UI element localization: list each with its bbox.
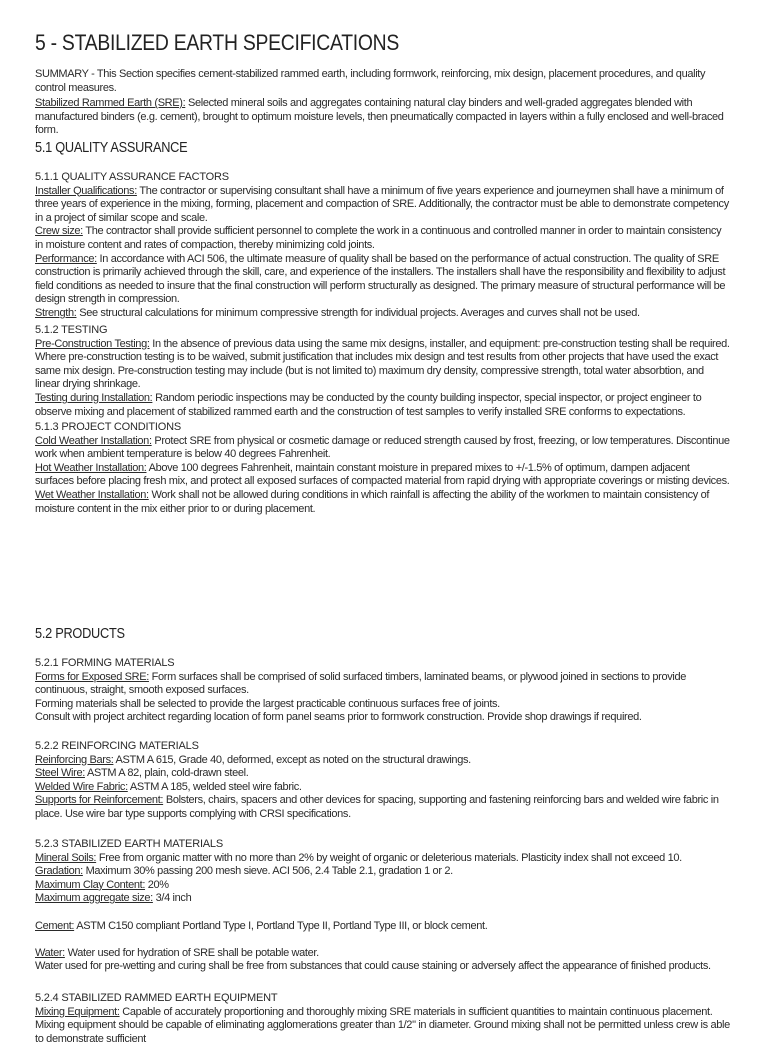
earth-material-text: 20% — [145, 878, 169, 891]
subsection-5-1-1 — [35, 171, 730, 321]
qa-item-text: In accordance with ACI 506, the ultimate measure of quality shall be based on the performance of actual construction. The quality of SRE construction is primarily achieved through the skill, care, and experience of the installers. The installers shall have the responsibility and flexibility to adjust field conditions as needed to insure that the final construction will perform structurally as designed. The primary measure of structural performance will be design strength in compression. — [35, 252, 726, 306]
qa-item-crew — [35, 225, 730, 252]
earth-material-text: 3/4 inch — [152, 892, 192, 905]
earth-material-item — [35, 852, 730, 866]
earth-material-term: Maximum Clay Content: — [35, 878, 146, 891]
testing-item-preconstruction — [35, 338, 730, 392]
qa-item-text: The contractor or supervising consultant shall have a minimum of five years experience and journeymen shall have a minimum of three years of experience in the mixing, forming, placement and compaction of SRE. Additionally, the contractor must be able to demonstrate competency in a project of similar scope and scale. — [35, 184, 729, 224]
conditions-item-text: Above 100 degrees Fahrenheit, maintain constant moisture in prepared mixes to +/-1.5% of optimum, dampen adjacent surfaces before placing fresh mix, and protect all exposed surfaces of compacted material from rapid drying with appropriate coverings or misting devices. — [35, 461, 730, 488]
earth-material-term: Gradation: — [35, 865, 83, 878]
qa-item-text: The contractor shall provide sufficient personnel to complete the work in a continuous and controlled manner in order to maintain consistency in moisture content and rates of compaction, thereby minimizing cold joints. — [35, 225, 722, 251]
conditions-item-cold — [35, 435, 730, 462]
reinforcing-item — [35, 767, 730, 781]
qa-item-term: Strength: — [35, 306, 77, 319]
water-line-2: Water used for pre-wetting and curing shall be free from substances that could cause staining or adversely affect the appearance of finished products. — [35, 960, 711, 973]
earth-material-text: Maximum 30% passing 200 mesh sieve. ACI 506, 2.4 Table 2.1, gradation 1 or 2. — [82, 865, 453, 878]
definition-paragraph — [35, 97, 730, 138]
section-heading-5-1: 5.1 QUALITY ASSURANCE — [35, 140, 188, 156]
reinforcing-item-term: Welded Wire Fabric: — [35, 780, 128, 793]
reinforcing-item-text: ASTM A 185, welded steel wire fabric. — [127, 780, 302, 793]
reinforcing-item — [35, 794, 730, 821]
qa-item-term: Performance: — [35, 252, 97, 265]
subsection-heading-5-2-1: 5.2.1 FORMING MATERIALS — [35, 657, 175, 669]
subsection-5-2-3 — [35, 838, 730, 974]
conditions-item-wet — [35, 489, 730, 516]
subsection-5-2-1 — [35, 657, 730, 725]
conditions-item-term: Wet Weather Installation: — [35, 488, 149, 501]
subsection-heading-5-1-3: 5.1.3 PROJECT CONDITIONS — [35, 421, 181, 433]
qa-item-performance — [35, 253, 730, 307]
cement-text: ASTM C150 compliant Portland Type I, Portland Type II, Portland Type III, or block cement. — [74, 919, 488, 932]
definition-text: Selected mineral soils and aggregates containing natural clay binders and well-graded aggregates blended with manufactured binders (e.g. cement), brought to optimum moisture levels, then pneumatically compacted in layers within a fully enclosed and well-braced form. — [35, 97, 724, 137]
subsection-heading-5-2-3: 5.2.3 STABILIZED EARTH MATERIALS — [35, 838, 223, 850]
forming-paragraph — [35, 671, 730, 698]
equipment-text: Capable of accurately proportioning and thoroughly mixing SRE materials in sufficient quantities to maintain continuous placement. Mixing equipment should be capable of eliminating agglomerations greater than 1/2" in diameter. Ground mixing shall not be permitted unless crew is able to demonstrate sufficient — [35, 1005, 730, 1045]
subsection-heading-5-2-2: 5.2.2 REINFORCING MATERIALS — [35, 740, 199, 752]
subsection-5-1-2 — [35, 324, 730, 419]
conditions-item-text: Protect SRE from physical or cosmetic damage or reduced strength caused by frost, freezing, or low temperatures. Discontinue work when ambient temperature is below 40 degrees Fahrenheit. — [35, 434, 730, 461]
page-title: 5 - STABILIZED EARTH SPECIFICATIONS — [35, 30, 400, 55]
qa-item-term: Crew size: — [35, 225, 83, 238]
conditions-item-term: Cold Weather Installation: — [35, 434, 152, 447]
testing-item-text: In the absence of previous data using the same mix designs, installer, and equipment: pre-construction testing shall be required. Where pre-construction testing is to be waived, submit justification that includes mix design and test results from other projects that have used the exact same mix design. Pre-construction testing may include (but is not limited to) maximum dry density, compressive strength, total water absorbtion, and linear drying shrinkage. — [35, 337, 730, 391]
reinforcing-item — [35, 781, 730, 795]
summary-text: SUMMARY - This Section specifies cement-stabilized rammed earth, including formwork, reinforcing, mix design, placement procedures, and quality control measures. — [35, 68, 706, 94]
earth-material-item — [35, 892, 730, 906]
earth-material-term: Mineral Soils: — [35, 851, 97, 864]
earth-material-item — [35, 865, 730, 879]
subsection-heading-5-1-2: 5.1.2 TESTING — [35, 324, 108, 336]
testing-item-term: Pre-Construction Testing: — [35, 337, 150, 350]
reinforcing-item-text: Bolsters, chairs, spacers and other devices for spacing, supporting and fastening reinforcing bars and welded wire fabric in place. Use wire bar type supports complying with CRSI specifications. — [35, 794, 719, 820]
definition-term: Stabilized Rammed Earth (SRE): — [35, 97, 186, 109]
testing-item-term: Testing during Installation: — [35, 391, 153, 404]
qa-item-term: Installer Qualifications: — [35, 184, 137, 197]
water-paragraph — [35, 947, 730, 961]
equipment-term: Mixing Equipment: — [35, 1005, 120, 1018]
earth-material-term: Maximum aggregate size: — [35, 892, 153, 905]
subsection-5-2-2 — [35, 740, 730, 822]
qa-item-installer — [35, 185, 730, 226]
earth-material-text: Free from organic matter with no more than 2% by weight of organic or deleterious materials. Plasticity index shall not exceed 10. — [96, 851, 682, 864]
reinforcing-item-term: Supports for Reinforcement: — [35, 794, 164, 807]
reinforcing-item — [35, 754, 730, 768]
conditions-item-hot — [35, 462, 730, 489]
subsection-heading-5-2-4: 5.2.4 STABILIZED RAMMED EARTH EQUIPMENT — [35, 992, 278, 1004]
reinforcing-item-text: ASTM A 615, Grade 40, deformed, except as noted on the structural drawings. — [113, 753, 471, 766]
forming-text: Form surfaces shall be comprised of solid surfaced timbers, laminated beams, or plywood joined in sections to provide continuous, straight, smooth exposed surfaces. — [35, 670, 687, 697]
water-text: Water used for hydration of SRE shall be potable water. — [64, 946, 319, 959]
subsection-heading-5-1-1: 5.1.1 QUALITY ASSURANCE FACTORS — [35, 171, 229, 183]
qa-item-text: See structural calculations for minimum compressive strength for individual projects. Averages and curves shall not be used. — [76, 306, 640, 319]
section-heading-5-2: 5.2 PRODUCTS — [35, 626, 125, 642]
forming-line-2: Forming materials shall be selected to provide the largest practicable continuous surfaces free of joints. — [35, 697, 500, 710]
reinforcing-item-term: Reinforcing Bars: — [35, 753, 114, 766]
conditions-item-text: Work shall not be allowed during conditions in which rainfall is affecting the ability of the workmen to maintain consistency of moisture content in the mix either prior to or during placement. — [35, 488, 710, 515]
subsection-5-2-4 — [35, 992, 730, 1045]
equipment-paragraph — [35, 1006, 730, 1046]
reinforcing-item-term: Steel Wire: — [35, 767, 85, 780]
forming-term: Forms for Exposed SRE: — [35, 670, 149, 683]
conditions-item-term: Hot Weather Installation: — [35, 461, 147, 474]
subsection-5-1-3 — [35, 421, 730, 516]
earth-material-item — [35, 879, 730, 893]
cement-paragraph — [35, 920, 730, 934]
summary-paragraph — [35, 68, 730, 95]
water-term: Water: — [35, 946, 65, 959]
qa-item-strength — [35, 307, 730, 321]
testing-item-installation — [35, 392, 730, 419]
reinforcing-item-text: ASTM A 82, plain, cold-drawn steel. — [84, 767, 249, 780]
forming-line-3: Consult with project architect regarding location of form panel seams prior to formwork construction. Provide shop drawings if required. — [35, 711, 642, 724]
cement-term: Cement: — [35, 919, 75, 932]
testing-item-text: Random periodic inspections may be conducted by the county building inspector, special inspector, or project engineer to observe mixing and placement of stabilized rammed earth and the construction of test samples to verify installed SRE conforms to expectations. — [35, 391, 702, 418]
